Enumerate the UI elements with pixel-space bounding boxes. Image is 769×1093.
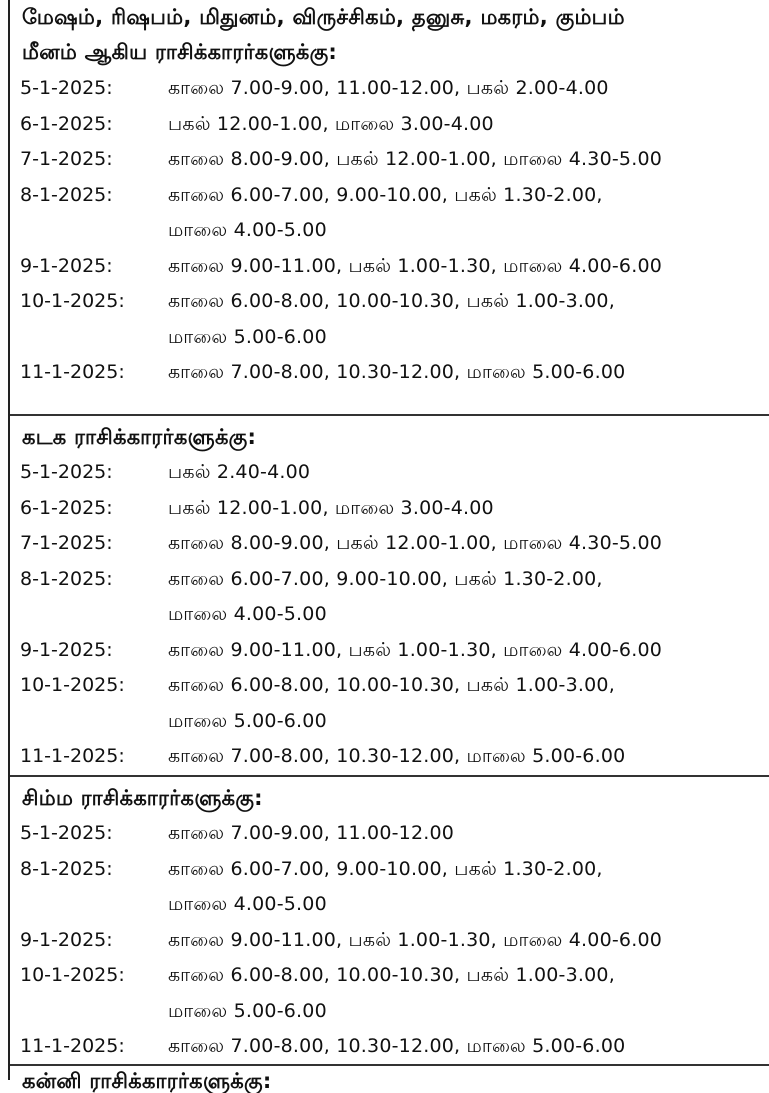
time-slots: காலை 9.00-11.00, பகல் 1.00-1.30, மாலை 4.00-6.00 [168,638,663,661]
time-slots: மாலை 4.00-5.00 [168,219,327,241]
time-slots: மாலை 4.00-5.00 [168,893,327,915]
time-slots: காலை 7.00-9.00, 11.00-12.00, பகல் 2.00-4.00 [168,77,609,99]
date-label: 9-1-2025: [20,928,113,951]
section-header: மேஷம், ரிஷபம், மிதுனம், விருச்சிகம், தனுசு, மகரம், கும்பம் [22,5,625,29]
schedule-row [10,816,769,852]
date-label: 11-1-2025: [20,361,125,383]
section-simmam [10,781,769,1065]
schedule-row [10,597,769,633]
time-slots: மாலை 5.00-6.00 [168,709,327,732]
time-slots: மாலை 5.00-6.00 [168,325,327,348]
time-slots: காலை 8.00-9.00, பகல் 12.00-1.00, மாலை 4.30-5.00 [168,532,663,554]
section-group-a [10,0,769,391]
section-header-continued: மீனம் ஆகிய ராசிக்காரர்களுக்கு: [22,40,338,64]
schedule-row [10,562,769,598]
date-label: 7-1-2025: [20,148,113,170]
time-slots: காலை 6.00-7.00, 9.00-10.00, பகல் 1.30-2.00, [168,567,603,590]
schedule-row [10,455,769,491]
schedule-row [10,213,769,249]
time-slots: காலை 9.00-11.00, பகல் 1.00-1.30, மாலை 4.00-6.00 [168,928,663,951]
date-label: 5-1-2025: [20,461,113,483]
date-label: 9-1-2025: [20,638,113,661]
time-slots: காலை 9.00-11.00, பகல் 1.00-1.30, மாலை 4.00-6.00 [168,254,663,277]
date-label: 10-1-2025: [20,290,125,312]
time-slots: பகல் 12.00-1.00, மாலை 3.00-4.00 [168,496,494,519]
schedule-row [10,923,769,959]
schedule-row [10,668,769,704]
schedule-row [10,526,769,562]
section-divider [10,775,769,777]
schedule-row [10,284,769,320]
time-slots: காலை 6.00-7.00, 9.00-10.00, பகல் 1.30-2.00, [168,183,603,206]
schedule-row [10,1029,769,1065]
date-label: 10-1-2025: [20,674,125,696]
date-label: 10-1-2025: [20,964,125,986]
section-kadagam [10,420,769,775]
date-label: 8-1-2025: [20,183,113,206]
schedule-row [10,491,769,527]
schedule-row [10,739,769,775]
section-header: சிம்ம ராசிக்காரர்களுக்கு: [22,786,263,810]
next-section-cut-off [10,1066,769,1093]
schedule-row [10,704,769,740]
time-slots: காலை 7.00-9.00, 11.00-12.00 [168,822,455,844]
time-slots: காலை 7.00-8.00, 10.30-12.00, மாலை 5.00-6.00 [168,1035,626,1057]
schedule-row [10,633,769,669]
schedule-row [10,71,769,107]
schedule-row [10,994,769,1030]
time-slots: காலை 6.00-8.00, 10.00-10.30, பகல் 1.00-3.00, [168,290,615,312]
schedule-row [10,887,769,923]
schedule-row [10,320,769,356]
schedule-row [10,178,769,214]
time-slots: காலை 7.00-8.00, 10.30-12.00, மாலை 5.00-6.00 [168,745,626,767]
date-label: 9-1-2025: [20,254,113,277]
date-label: 11-1-2025: [20,1035,125,1057]
schedule-row [10,142,769,178]
schedule-row [10,852,769,888]
schedule-row [10,107,769,143]
date-label: 7-1-2025: [20,532,113,554]
date-label: 5-1-2025: [20,77,113,99]
date-label: 8-1-2025: [20,567,113,590]
time-slots: பகல் 2.40-4.00 [168,461,311,483]
section-header: கன்னி ராசிக்காரர்களுக்கு: [22,1069,272,1093]
date-label: 6-1-2025: [20,112,113,135]
time-slots: காலை 7.00-8.00, 10.30-12.00, மாலை 5.00-6.00 [168,361,626,383]
time-slots: பகல் 12.00-1.00, மாலை 3.00-4.00 [168,112,494,135]
time-slots: காலை 6.00-8.00, 10.00-10.30, பகல் 1.00-3.00, [168,964,615,986]
section-header: கடக ராசிக்காரர்களுக்கு: [22,425,257,449]
section-divider [10,414,769,416]
schedule-row [10,249,769,285]
date-label: 11-1-2025: [20,745,125,767]
date-label: 8-1-2025: [20,857,113,880]
time-slots: மாலை 4.00-5.00 [168,603,327,625]
time-slots: மாலை 5.00-6.00 [168,999,327,1022]
schedule-row [10,958,769,994]
schedule-row [10,355,769,391]
time-slots: காலை 6.00-7.00, 9.00-10.00, பகல் 1.30-2.00, [168,857,603,880]
date-label: 5-1-2025: [20,822,113,844]
date-label: 6-1-2025: [20,496,113,519]
time-slots: காலை 8.00-9.00, பகல் 12.00-1.00, மாலை 4.30-5.00 [168,148,663,170]
time-slots: காலை 6.00-8.00, 10.00-10.30, பகல் 1.00-3.00, [168,674,615,696]
